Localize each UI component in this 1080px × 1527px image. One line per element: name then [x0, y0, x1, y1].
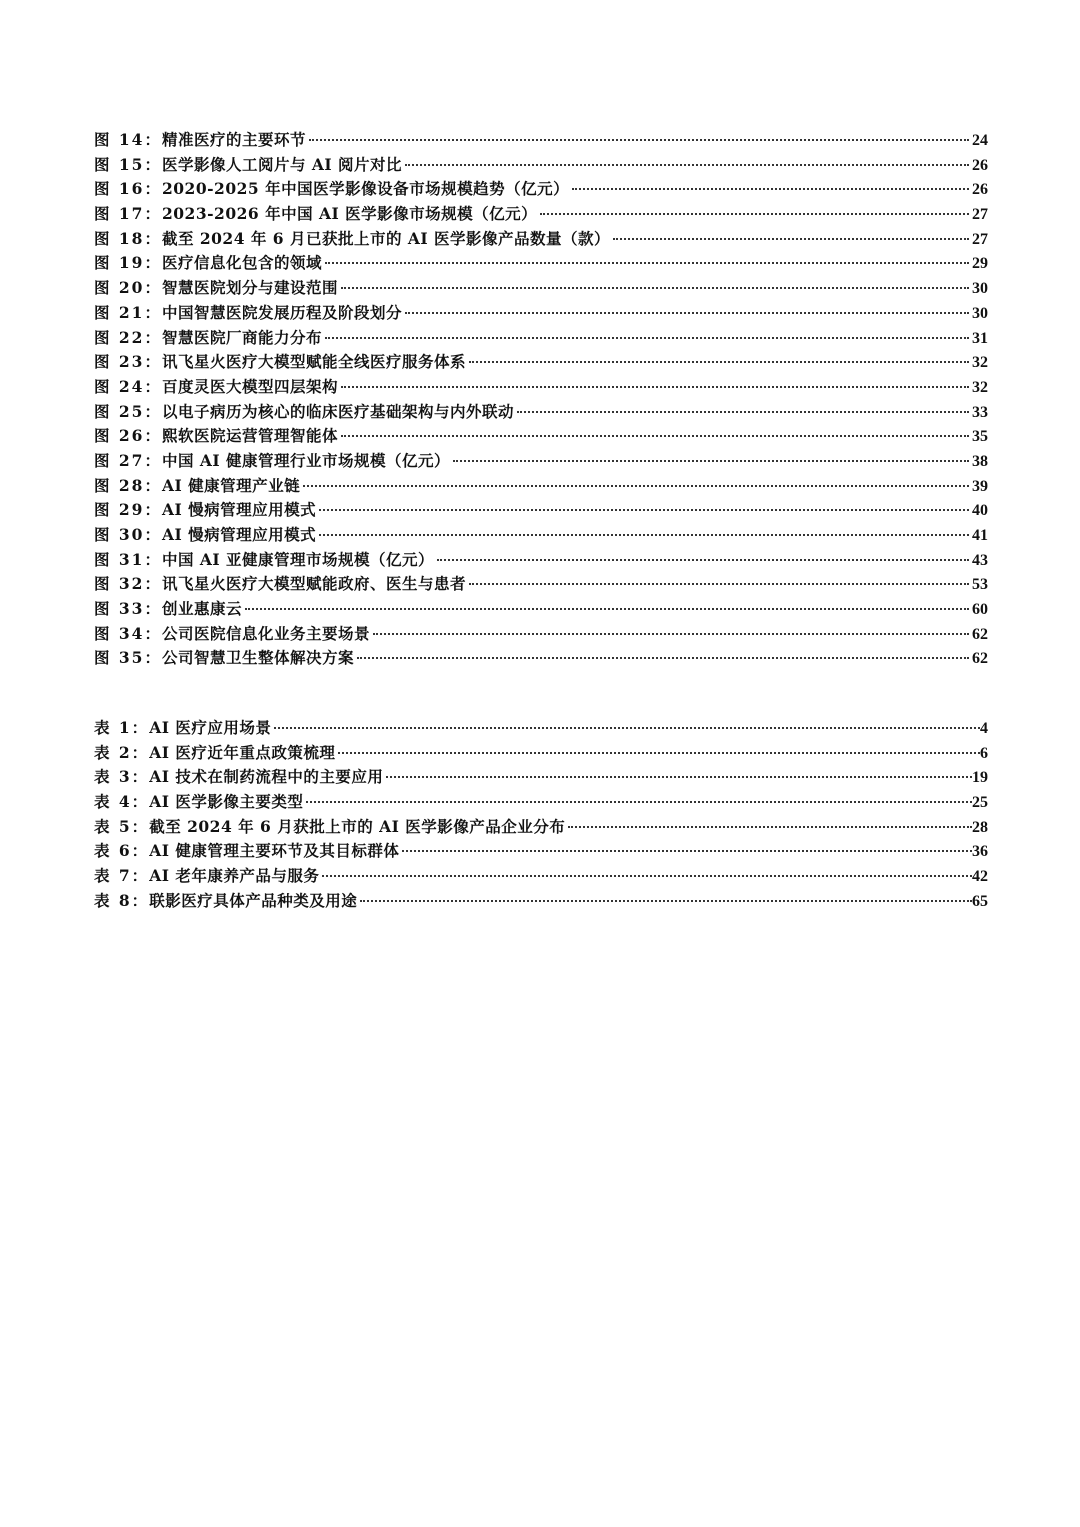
toc-entry-title: 讯飞星火医疗大模型赋能全线医疗服务体系: [161, 352, 466, 372]
figure-toc-entry[interactable]: [94, 202, 988, 227]
figure-toc-entry[interactable]: [94, 449, 988, 474]
toc-entry-number: 表 4：: [94, 792, 150, 812]
toc-entry-page: 53: [972, 576, 988, 594]
toc-entry-title: 熙软医院运营管理智能体: [161, 426, 338, 446]
figure-toc-entry[interactable]: [94, 400, 988, 425]
toc-entry-title: AI 健康管理产业链: [161, 475, 301, 495]
toc-entry-page: 6: [980, 744, 988, 762]
toc-entry-title: 中国 AI 健康管理行业市场规模（亿元）: [161, 450, 451, 470]
toc-entry-title: 2020-2025 年中国医学影像设备市场规模趋势（亿元）: [161, 179, 570, 199]
figure-toc-entry[interactable]: [94, 646, 988, 671]
table-toc-entry[interactable]: [94, 815, 988, 840]
figure-toc-entry[interactable]: [94, 622, 988, 647]
toc-entry-page: 38: [972, 452, 988, 470]
toc-entry-number: 图 30：: [94, 525, 162, 544]
toc-entry-number: 图 32：: [94, 574, 162, 594]
dot-leader: [325, 262, 969, 264]
table-toc-entry[interactable]: [94, 716, 988, 741]
figure-list: [94, 128, 988, 671]
figure-toc-entry[interactable]: [94, 251, 988, 276]
toc-entry-title: 公司医院信息化业务主要场景: [161, 623, 370, 643]
dot-leader: [322, 875, 972, 877]
toc-entry-number: 图 29：: [94, 500, 162, 520]
dot-leader: [517, 411, 969, 413]
toc-entry-title: 精准医疗的主要环节: [161, 130, 306, 149]
toc-entry-page: 33: [972, 403, 988, 421]
figure-toc-entry[interactable]: [94, 227, 988, 252]
figure-toc-entry[interactable]: [94, 177, 988, 202]
figure-toc-entry[interactable]: [94, 474, 988, 499]
toc-entry-number: 表 7：: [94, 866, 150, 886]
toc-entry-number: 表 6：: [94, 841, 150, 861]
figure-toc-entry[interactable]: [94, 498, 988, 523]
dot-leader: [341, 435, 969, 437]
dot-leader: [405, 164, 969, 166]
toc-entry-page: 25: [972, 794, 988, 812]
dot-leader: [373, 633, 969, 635]
toc-entry-title: 讯飞星火医疗大模型赋能政府、医生与患者: [161, 574, 466, 594]
toc-entry-page: 35: [972, 428, 988, 446]
toc-entry-number: 图 16：: [94, 179, 162, 199]
dot-leader: [319, 534, 969, 536]
toc-entry-page: 4: [980, 720, 988, 737]
toc-entry-number: 图 35：: [94, 648, 162, 668]
toc-entry-title: AI 医学影像主要类型: [149, 792, 304, 812]
toc-entry-title: AI 老年康养产品与服务: [149, 866, 320, 886]
dot-leader: [540, 213, 969, 215]
toc-entry-number: 表 3：: [94, 767, 150, 787]
dot-leader: [341, 386, 969, 388]
dot-leader: [303, 485, 969, 487]
table-toc-entry[interactable]: [94, 741, 988, 766]
dot-leader: [357, 657, 969, 659]
figure-toc-entry[interactable]: [94, 597, 988, 622]
toc-entry-number: 图 28：: [94, 475, 162, 495]
dot-leader: [405, 312, 969, 314]
table-list: [94, 716, 988, 914]
toc-entry-title: 创业惠康云: [161, 599, 242, 619]
toc-entry-title: 截至 2024 年 6 月已获批上市的 AI 医学影像产品数量（款）: [161, 228, 611, 248]
dot-leader: [274, 727, 980, 729]
toc-entry-title: 联影医疗具体产品种类及用途: [149, 890, 358, 910]
toc-entry-number: 图 27：: [94, 450, 162, 470]
toc-entry-number: 表 2：: [94, 742, 150, 762]
dot-leader: [386, 776, 972, 778]
dot-leader: [245, 608, 969, 610]
dot-leader: [319, 509, 969, 511]
toc-entry-page: 29: [972, 255, 988, 273]
toc-entry-title: 智慧医院划分与建设范围: [161, 278, 338, 298]
dot-leader: [325, 337, 969, 339]
dot-leader: [360, 900, 972, 902]
toc-entry-title: AI 医疗近年重点政策梳理: [149, 742, 336, 762]
dot-leader: [568, 826, 972, 828]
toc-entry-number: 图 18：: [94, 228, 162, 248]
dot-leader: [341, 287, 969, 289]
figure-toc-entry[interactable]: [94, 548, 988, 573]
toc-entry-number: 图 33：: [94, 599, 162, 619]
toc-entry-title: 中国 AI 亚健康管理市场规模（亿元）: [161, 549, 435, 569]
dot-leader: [402, 850, 972, 852]
toc-entry-page: 30: [972, 280, 988, 298]
toc-entry-page: 43: [972, 551, 988, 569]
dot-leader: [338, 752, 980, 754]
toc-entry-number: 图 15：: [94, 154, 162, 174]
toc-entry-page: 30: [972, 304, 988, 322]
toc-entry-number: 图 21：: [94, 302, 162, 322]
toc-entry-page: 32: [972, 378, 988, 396]
toc-entry-number: 图 19：: [94, 253, 162, 273]
toc-entry-page: 28: [972, 818, 988, 836]
figure-toc-entry[interactable]: [94, 276, 988, 301]
toc-entry-title: 医学影像人工阅片与 AI 阅片对比: [161, 154, 403, 174]
toc-entry-number: 图 31：: [94, 549, 162, 569]
toc-entry-title: 百度灵医大模型四层架构: [161, 376, 338, 396]
table-toc-entry[interactable]: [94, 765, 988, 790]
figure-toc-entry[interactable]: [94, 301, 988, 326]
toc-entry-title: AI 医疗应用场景: [149, 718, 272, 737]
toc-entry-page: 62: [972, 625, 988, 643]
toc-entry-number: 表 1：: [94, 718, 150, 737]
table-toc-entry[interactable]: [94, 864, 988, 889]
toc-entry-number: 图 14：: [94, 130, 162, 149]
toc-entry-page: 24: [972, 132, 988, 149]
toc-entry-page: 32: [972, 354, 988, 372]
figure-toc-entry[interactable]: [94, 375, 988, 400]
toc-entry-page: 65: [972, 892, 988, 910]
figure-toc-entry[interactable]: [94, 572, 988, 597]
figure-toc-entry[interactable]: [94, 523, 988, 548]
dot-leader: [306, 801, 972, 803]
toc-entry-number: 图 24：: [94, 376, 162, 396]
toc-entry-page: 27: [972, 206, 988, 224]
figure-toc-entry[interactable]: [94, 153, 988, 178]
toc-entry-title: AI 技术在制药流程中的主要应用: [149, 767, 384, 787]
toc-entry-page: 27: [972, 230, 988, 248]
toc-entry-number: 图 20：: [94, 278, 162, 298]
toc-entry-title: 截至 2024 年 6 月获批上市的 AI 医学影像产品企业分布: [149, 816, 566, 836]
toc-entry-page: 62: [972, 650, 988, 668]
toc-entry-title: 以电子病历为核心的临床医疗基础架构与内外联动: [161, 401, 514, 421]
figure-toc-entry[interactable]: [94, 128, 988, 153]
toc-entry-page: 42: [972, 868, 988, 886]
toc-entry-page: 39: [972, 477, 988, 495]
dot-leader: [613, 238, 969, 240]
toc-entry-number: 图 23：: [94, 352, 162, 372]
toc-entry-page: 41: [972, 527, 988, 544]
toc-entry-page: 19: [972, 769, 988, 787]
toc-entry-number: 表 8：: [94, 890, 150, 910]
toc-entry-number: 图 25：: [94, 401, 162, 421]
toc-entry-title: AI 慢病管理应用模式: [161, 525, 317, 544]
toc-entry-page: 60: [972, 601, 988, 619]
toc-entry-title: 智慧医院厂商能力分布: [161, 327, 322, 347]
table-toc-entry[interactable]: [94, 839, 988, 864]
toc-entry-page: 31: [972, 329, 988, 347]
dot-leader: [469, 361, 969, 363]
toc-entry-number: 图 26：: [94, 426, 162, 446]
toc-entry-title: 公司智慧卫生整体解决方案: [161, 648, 354, 668]
toc-entry-title: AI 健康管理主要环节及其目标群体: [149, 841, 400, 861]
toc-entry-title: 中国智慧医院发展历程及阶段划分: [161, 302, 402, 322]
toc-entry-number: 图 22：: [94, 327, 162, 347]
toc-entry-page: 36: [972, 843, 988, 861]
dot-leader: [453, 460, 969, 462]
dot-leader: [469, 583, 969, 585]
toc-entry-page: 40: [972, 502, 988, 520]
toc-entry-number: 表 5：: [94, 816, 150, 836]
toc-entry-title: AI 慢病管理应用模式: [161, 500, 317, 520]
toc-entry-title: 医疗信息化包含的领域: [161, 253, 322, 273]
figure-toc-entry[interactable]: [94, 350, 988, 375]
toc-entry-title: 2023-2026 年中国 AI 医学影像市场规模（亿元）: [161, 204, 538, 224]
toc-entry-page: 26: [972, 156, 988, 174]
dot-leader: [309, 139, 969, 141]
figure-toc-entry[interactable]: [94, 326, 988, 351]
toc-entry-page: 26: [972, 181, 988, 199]
toc-entry-number: 图 34：: [94, 623, 162, 643]
dot-leader: [437, 559, 969, 561]
table-toc-entry[interactable]: [94, 889, 988, 914]
dot-leader: [572, 188, 969, 190]
figure-toc-entry[interactable]: [94, 424, 988, 449]
table-toc-entry[interactable]: [94, 790, 988, 815]
toc-entry-number: 图 17：: [94, 204, 162, 224]
